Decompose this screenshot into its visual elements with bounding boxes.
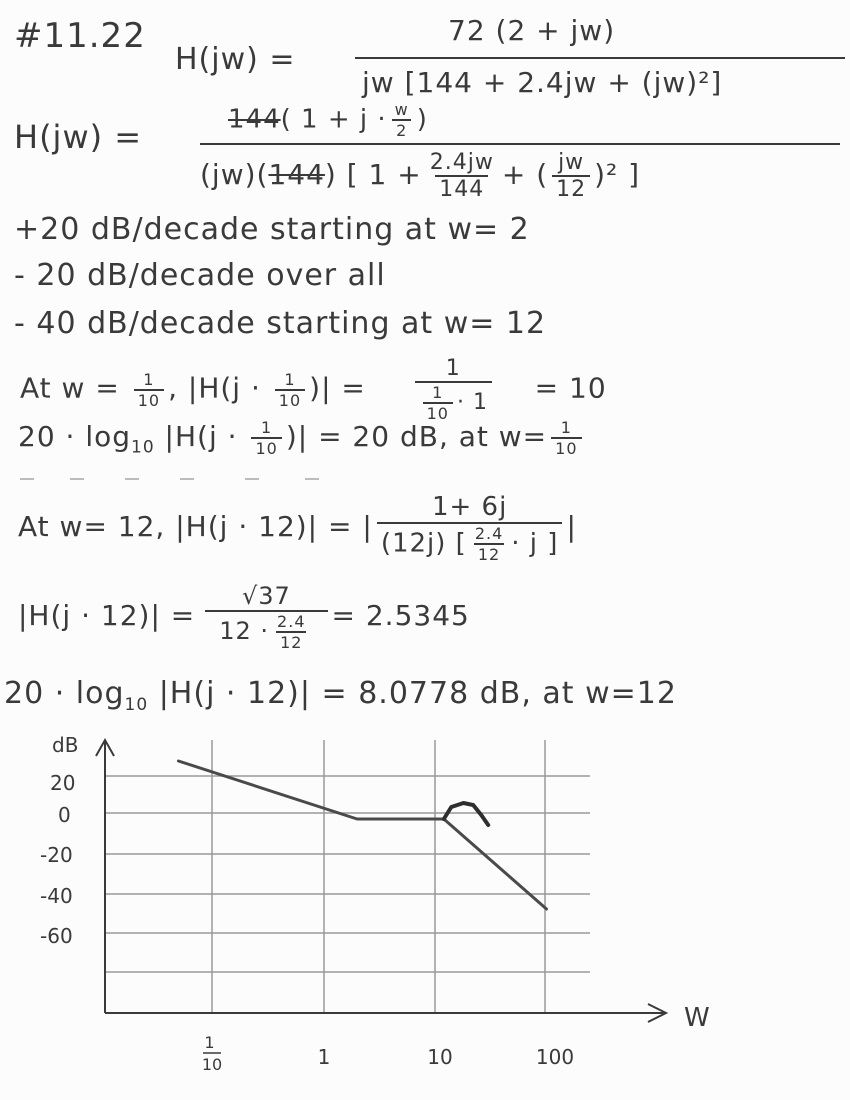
step5-sub: 10: [124, 695, 149, 715]
eq2-f2-num: jw: [558, 150, 585, 175]
grid-lines: [105, 740, 590, 1013]
y-tick-label: -40: [40, 884, 73, 908]
series-line-resonant-peak: [444, 803, 488, 825]
step4-result: = 2.5345: [331, 599, 470, 632]
step3-f-den: 12: [474, 543, 504, 564]
eq2-num-2: 2: [392, 119, 411, 140]
step4-f-den: 12: [276, 631, 306, 652]
step1-r-den-dot: · 1: [456, 390, 488, 415]
eq2-num-cancelled: 144: [228, 104, 281, 135]
step2-mid: |H(j ·: [154, 420, 248, 453]
step1-arg-den: 10: [275, 389, 305, 410]
series-layer: [178, 761, 547, 910]
step2-w-den: 10: [551, 437, 581, 458]
x-tick-label: 100: [535, 1045, 575, 1069]
x-tick-label: 1: [317, 1045, 331, 1069]
step5-rhs: |H(j · 12)| = 8.0778 dB, at w=12: [148, 676, 677, 711]
step4-num: √37: [241, 582, 291, 610]
problem-number: #11.22: [14, 16, 146, 56]
eq1-denominator: jw [144 + 2.4jw + (jw)²]: [362, 66, 723, 99]
step1-arg-num: 1: [284, 369, 296, 389]
note-slope-plus20: +20 dB/decade starting at w= 2: [14, 212, 530, 247]
step1-eq: )| =: [309, 371, 366, 405]
eq2-lhs: H(jw) =: [14, 118, 143, 156]
step1-r-den-den: 10: [423, 402, 453, 423]
eq2-den-cancelled: 144: [268, 158, 325, 191]
step1-r-num: 1: [445, 356, 461, 381]
y-tick-labels: [40, 771, 75, 948]
series-line-asymptotic: [178, 761, 546, 909]
eq2-num-b: ( 1 + j ·: [280, 104, 387, 135]
note-slope-minus40: - 40 dB/decade starting at w= 12: [14, 306, 547, 341]
x-tick-labels: [202, 1033, 574, 1074]
step2-arg-den: 10: [251, 437, 281, 458]
eq2-den-plus: + (: [501, 158, 549, 191]
step3-den-a: (12j) [: [380, 528, 467, 559]
step1-mid: , |H(j ·: [168, 371, 271, 405]
eq1-numerator: 72 (2 + jw): [448, 14, 616, 47]
eq2-num-w: w: [394, 100, 409, 119]
step1-r-den-num: 1: [432, 383, 444, 402]
step2-lhs: 20 · log: [18, 420, 132, 453]
x-tick-label: 10: [427, 1045, 453, 1069]
eq2-f1-den: 144: [435, 175, 488, 202]
step2-sub: 10: [131, 437, 155, 458]
step2-w-num: 1: [560, 418, 572, 437]
y-axis-label: dB: [52, 733, 79, 757]
step2-arg-num: 1: [261, 418, 273, 437]
y-tick-label: 20: [50, 771, 76, 795]
step3-lhs: At w= 12, |H(j · 12)| = |: [18, 510, 373, 543]
eq2-den-c: ) [ 1 +: [324, 158, 422, 191]
eq2-den-close: )² ]: [594, 158, 641, 191]
y-tick-label: 0: [58, 803, 71, 827]
eq2-num-c: ): [416, 104, 428, 135]
eq2-den-a: (jw)(: [200, 158, 269, 191]
step1-at: At w =: [20, 371, 120, 405]
step3-f-num: 2.4: [474, 524, 504, 543]
step1-result: = 10: [534, 371, 607, 405]
step3-den-b: · j ]: [511, 528, 559, 559]
step2-rhs: )| = 20 dB, at w=: [285, 420, 548, 453]
eq2-f1-num: 2.4jw: [429, 150, 494, 175]
step3-num: 1+ 6j: [431, 492, 508, 522]
y-tick-label: -20: [40, 843, 73, 867]
x-tick-frac-den: 10: [201, 1055, 223, 1074]
step1-w-num: 1: [143, 369, 155, 389]
step5-lhs: 20 · log: [4, 676, 125, 711]
step4-lhs: |H(j · 12)| =: [18, 599, 196, 632]
step4-den-a: 12 ·: [219, 617, 270, 645]
step3-close: |: [566, 510, 577, 543]
y-tick-label: -60: [40, 924, 73, 948]
eq2-f2-den: 12: [552, 175, 590, 202]
note-slope-minus20: - 20 dB/decade over all: [14, 258, 386, 293]
step4-f-num: 2.4: [277, 612, 306, 631]
x-axis-label: W: [684, 1003, 710, 1033]
eq1-lhs: H(jw) =: [175, 42, 296, 77]
axes: [96, 740, 666, 1022]
x-tick-frac-num: 1: [204, 1033, 215, 1052]
step1-w-den: 10: [134, 389, 164, 410]
